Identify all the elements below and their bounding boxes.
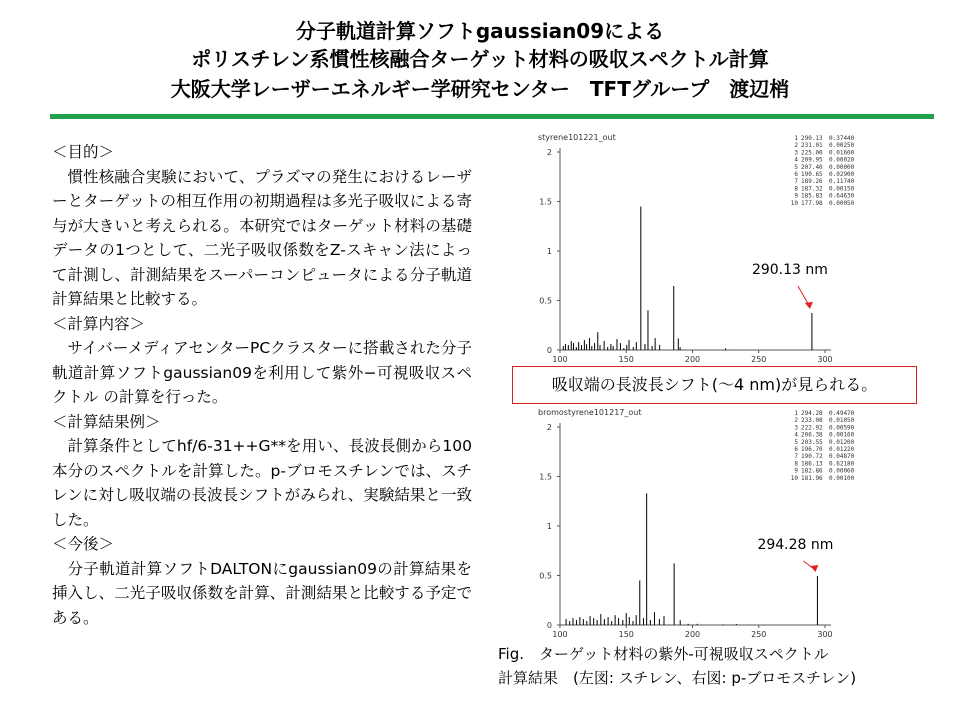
- peak-table-wavelength: 209.95: [801, 156, 823, 164]
- x-tick-label: 300: [817, 630, 833, 639]
- peak-table-strength: 0.49470: [829, 410, 855, 417]
- peak-table-strength: 0.00150: [829, 185, 855, 193]
- peak-table-index: 10: [790, 199, 798, 207]
- peak-table-wavelength: 187.32: [801, 185, 823, 193]
- peak-table-wavelength: 203.55: [801, 438, 823, 446]
- peak-table-strength: 0.01220: [829, 446, 855, 453]
- peak-table-index: 1: [794, 135, 798, 142]
- title-line-2: ポリスチレン系慣性核融合ターゲット材料の吸収スペクトル計算: [191, 47, 769, 71]
- peak-table-wavelength: 189.26: [801, 178, 823, 186]
- peak-table-index: 5: [794, 438, 798, 446]
- body-text: [52, 140, 472, 630]
- peak-table-wavelength: 206.38: [801, 431, 823, 439]
- peak-table-wavelength: 231.01: [801, 142, 823, 150]
- peak-table-wavelength: 222.92: [801, 424, 823, 432]
- peak-table-strength: 0.11740: [829, 178, 855, 186]
- peak-table-wavelength: 177.98: [801, 199, 823, 207]
- peak-table-index: 8: [794, 185, 798, 193]
- y-tick-label: 0: [546, 346, 552, 355]
- section-heading-purpose: ＜目的＞: [52, 143, 115, 161]
- y-tick-label: 2: [546, 148, 552, 157]
- section-body-method: サイバーメディアセンターPCクラスターに搭載された分子軌道計算ソフトgaussian09を利用して紫外−可視吸収スペクトル の計算を行った。: [52, 339, 472, 406]
- figure-caption: [498, 642, 856, 690]
- x-tick-label: 100: [552, 630, 568, 639]
- section-body-results: 計算条件としてhf/6-31++G**を用い、長波長側から100本分のスペクトルを計算した。p-ブロモスチレンでは、スチレンに対し吸収端の長波長シフトがみられ、実験結果と一致した。: [52, 437, 472, 529]
- peak-table-strength: 0.00050: [829, 199, 855, 207]
- peak-table-strength: 0.64630: [829, 192, 855, 200]
- peak-table-index: 7: [794, 178, 798, 186]
- peak-table-index: 9: [794, 192, 798, 200]
- peak-table-strength: 0.00160: [829, 431, 855, 439]
- peak-table-index: 10: [790, 474, 798, 482]
- x-tick-label: 250: [751, 355, 767, 364]
- peak-table-strength: 0.00590: [829, 424, 855, 432]
- peak-table-wavelength: 294.28: [801, 410, 823, 417]
- green-divider: [50, 114, 934, 119]
- peak-table-index: 3: [794, 424, 798, 432]
- peak-table-index: 6: [794, 446, 798, 453]
- peak-table-strength: 0.00060: [829, 467, 855, 475]
- chart-title: styrene101221_out: [538, 133, 616, 142]
- peak-table-index: 7: [794, 453, 798, 461]
- title-line-3: 大阪大学レーザーエネルギー学研究センター TFTグループ 渡辺梢: [170, 77, 790, 101]
- chart-title: bromostyrene101217_out: [538, 408, 642, 417]
- peak-table-index: 9: [794, 467, 798, 475]
- peak-table-index: 3: [794, 149, 798, 157]
- y-tick-label: 1.5: [539, 472, 552, 482]
- peak-table-wavelength: 185.83: [801, 192, 823, 200]
- peak-table-strength: 0.00250: [829, 142, 855, 150]
- peak-table-index: 4: [794, 156, 798, 164]
- peak-table-wavelength: 207.40: [801, 163, 823, 171]
- x-tick-label: 100: [552, 355, 568, 364]
- peak-table-wavelength: 186.13: [801, 460, 823, 468]
- x-tick-label: 300: [817, 355, 833, 364]
- peak-table-wavelength: 225.00: [801, 149, 823, 157]
- peak-annotation-label: 290.13 nm: [751, 262, 828, 278]
- peak-table-wavelength: 196.70: [801, 446, 823, 453]
- peak-table-strength: 0.00020: [829, 156, 855, 164]
- y-tick-label: 0: [546, 621, 552, 630]
- annotation-arrow-head: [805, 302, 813, 309]
- section-heading-future: ＜今後＞: [52, 535, 115, 553]
- annotation-arrow-head: [810, 565, 818, 572]
- peak-annotation-label: 294.28 nm: [757, 537, 834, 553]
- x-tick-label: 150: [618, 630, 634, 639]
- x-tick-label: 200: [684, 355, 701, 364]
- peak-table-index: 2: [794, 142, 798, 150]
- peak-table-wavelength: 290.13: [801, 135, 823, 142]
- peak-table-index: 4: [794, 431, 798, 439]
- peak-table-index: 5: [794, 163, 798, 171]
- peak-table-index: 8: [794, 460, 798, 468]
- section-body-future: 分子軌道計算ソフトDALTONにgaussian09の計算結果を挿入し、二光子吸収係数を計算、計測結果と比較する予定である。: [52, 559, 472, 627]
- peak-table-index: 1: [794, 410, 798, 417]
- caption-line-2: 計算結果 (左図: スチレン、右図: p-ブロモスチレン): [498, 669, 857, 687]
- y-tick-label: 2: [546, 423, 552, 432]
- y-tick-label: 0.5: [539, 296, 552, 306]
- x-tick-label: 200: [684, 630, 701, 639]
- x-tick-label: 150: [618, 355, 634, 364]
- y-tick-label: 1.5: [539, 197, 552, 207]
- section-heading-results: ＜計算結果例＞: [52, 412, 161, 431]
- x-tick-label: 250: [751, 630, 767, 639]
- peak-table-wavelength: 233.08: [801, 417, 823, 425]
- peak-table-wavelength: 190.72: [801, 453, 823, 461]
- peak-table-strength: 0.00000: [829, 163, 855, 171]
- y-tick-label: 1: [546, 247, 552, 256]
- peak-table-strength: 0.01600: [829, 149, 855, 157]
- peak-table-wavelength: 190.65: [801, 171, 823, 178]
- peak-table-wavelength: 181.96: [801, 474, 823, 482]
- peak-table-strength: 0.04870: [829, 453, 855, 461]
- peak-table-index: 6: [794, 171, 798, 178]
- bromostyrene-spectrum-chart: [520, 405, 860, 640]
- peak-table-index: 2: [794, 417, 798, 425]
- peak-table-strength: 0.02900: [829, 171, 855, 178]
- section-body-purpose: 慣性核融合実験において、プラズマの発生におけるレーザーとターゲットの相互作用の初期過程は多光子吸収による寄与が大きいと考えられる。本研究ではターゲット材料の基礎データの1つとして、二光子吸収係数をZ-スキャン法によって計測し、計測結果をスーパーコンピュータによる分子軌道計算結果と比較する。: [52, 167, 472, 308]
- peak-table-wavelength: 182.86: [801, 467, 823, 475]
- y-tick-label: 1: [546, 522, 552, 531]
- callout-box: 吸収端の長波長シフト(〜4 nm)が見られる。: [512, 366, 917, 404]
- title-line-1: 分子軌道計算ソフトgaussian09による: [295, 19, 665, 43]
- peak-table-strength: 0.37440: [829, 135, 855, 142]
- section-heading-method: ＜計算内容＞: [52, 314, 146, 333]
- y-tick-label: 0.5: [539, 571, 552, 581]
- peak-table-strength: 0.01050: [829, 417, 855, 425]
- peak-table-strength: 0.01200: [829, 438, 855, 446]
- peak-table-strength: 0.00100: [829, 474, 855, 482]
- styrene-spectrum-chart: [520, 130, 860, 365]
- peak-table-strength: 0.62180: [829, 460, 855, 468]
- caption-line-1: Fig. ターゲット材料の紫外-可視吸収スペクトル: [498, 645, 829, 663]
